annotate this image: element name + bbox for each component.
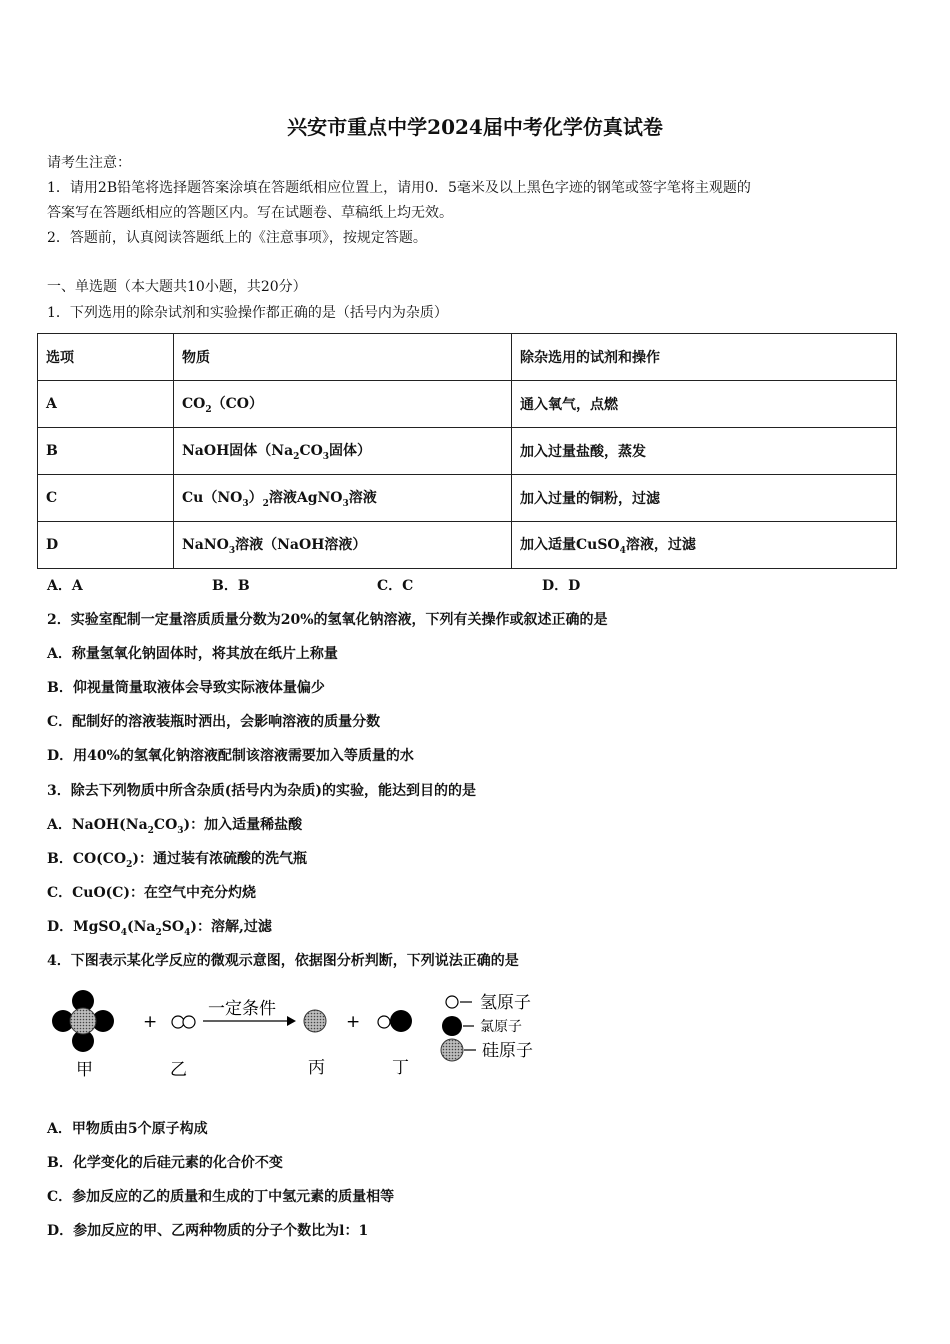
- section-heading: 一、单选题（本大题共10小题，共20分）: [47, 279, 307, 295]
- q1-stem: 1．下列选用的除杂试剂和实验操作都正确的是（括号内为杂质）: [47, 305, 448, 321]
- molecule-jia: [52, 990, 114, 1052]
- table-header-cell: 除杂选用的试剂和操作: [512, 334, 897, 381]
- chlorine-atom-icon: [442, 1016, 462, 1036]
- q2-choice-c[interactable]: C．配制好的溶液装瓶时洒出，会影响溶液的质量分数: [47, 714, 381, 730]
- q4-choice-d[interactable]: D．参加反应的甲、乙两种物质的分子个数比为l：1: [47, 1223, 369, 1239]
- table-row: [38, 428, 897, 475]
- table-row: [38, 381, 897, 428]
- table-cell-option: A: [38, 381, 174, 428]
- table-cell-option: B: [38, 428, 174, 475]
- notice-heading: 请考生注意：: [47, 155, 131, 171]
- q1-choice-c[interactable]: C．C: [377, 578, 414, 594]
- q2-stem: 2．实验室配制一定量溶质质量分数为20%的氢氧化钠溶液，下列有关操作或叙述正确的是: [47, 612, 608, 628]
- legend-hydrogen: 氢原子: [480, 993, 531, 1013]
- q3-choice-b[interactable]: B．$CO(CO_2)$：通过装有浓硫酸的洗气瓶: [47, 851, 308, 870]
- q4-choice-a[interactable]: A．甲物质由5个原子构成: [47, 1121, 208, 1137]
- q1-table: [37, 333, 897, 569]
- table-header-row: [38, 334, 897, 381]
- plus-sign: +: [346, 1012, 361, 1032]
- hydrogen-atom-icon: [446, 996, 458, 1008]
- table-cell-operation: 加入过量的铜粉，过滤: [512, 475, 897, 522]
- plus-sign: +: [143, 1012, 158, 1032]
- q2-choice-d[interactable]: D．用40%的氢氧化钠溶液配制该溶液需要加入等质量的水: [47, 748, 414, 764]
- q1-choice-d[interactable]: D．D: [542, 578, 581, 594]
- molecule-yi: [172, 1016, 195, 1028]
- diagram-legend: [441, 993, 533, 1061]
- label-ding: 丁: [392, 1058, 409, 1078]
- reaction-condition: 一定条件: [208, 999, 276, 1019]
- q4-choice-c[interactable]: C．参加反应的乙的质量和生成的丁中氢元素的质量相等: [47, 1189, 395, 1205]
- q3-choice-d[interactable]: D．$MgSO_4(Na_2SO_4)$：溶解,过滤: [47, 919, 272, 938]
- q4-choice-b[interactable]: B．化学变化的后硅元素的化合价不变: [47, 1155, 283, 1171]
- notice-line-1a: 1．请用2B铅笔将选择题答案涂填在答题纸相应位置上，请用0．5毫米及以上黑色字迹的钢笔或签字笔将主观题的: [47, 180, 751, 196]
- table-cell-substance: $CO_2(CO)$: [174, 381, 512, 428]
- q1-choice-b[interactable]: B．B: [212, 578, 250, 594]
- table-cell-option: D: [38, 522, 174, 569]
- reaction-diagram: [40, 985, 560, 1085]
- molecule-bing: [304, 1010, 326, 1032]
- table-cell-operation: 通入氧气，点燃: [512, 381, 897, 428]
- page-title: 兴安市重点中学2024届中考化学仿真试卷: [287, 115, 663, 139]
- table-cell-operation: 加入过量盐酸，蒸发: [512, 428, 897, 475]
- q4-stem: 4．下图表示某化学反应的微观示意图，依据图分析判断，下列说法正确的是: [47, 953, 519, 969]
- table-cell-substance: $Cu(NO_3)_2$溶液AgNO$_3$溶液: [174, 475, 512, 522]
- q3-stem: 3．除去下列物质中所含杂质(括号内为杂质)的实验，能达到目的的是: [47, 783, 476, 799]
- table-row: [38, 475, 897, 522]
- table-cell-option: C: [38, 475, 174, 522]
- notice-line-2: 2．答题前，认真阅读答题纸上的《注意事项》，按规定答题。: [47, 230, 427, 246]
- table-header-cell: 选项: [38, 334, 174, 381]
- table-header-cell: 物质: [174, 334, 512, 381]
- q2-choice-b[interactable]: B．仰视量筒量取液体会导致实际液体量偏少: [47, 680, 325, 696]
- label-jia: 甲: [76, 1060, 93, 1080]
- notice-line-1b: 答案写在答题纸相应的答题区内。写在试题卷、草稿纸上均无效。: [47, 205, 453, 221]
- q3-choice-c[interactable]: C．CuO(C)：在空气中充分灼烧: [47, 885, 257, 901]
- q2-choice-a[interactable]: A．称量氢氧化钠固体时，将其放在纸片上称量: [47, 646, 338, 662]
- table-cell-operation: 加入适量CuSO$_4$溶液，过滤: [512, 522, 897, 569]
- table-cell-substance: NaNO$_3$溶液（NaOH溶液）: [174, 522, 512, 569]
- legend-silicon: 硅原子: [482, 1041, 533, 1061]
- q3-choice-a[interactable]: A．$NaOH(Na_2CO_3)$：加入适量稀盐酸: [47, 817, 303, 836]
- molecule-ding: [378, 1010, 412, 1032]
- q1-choice-a[interactable]: A．A: [47, 578, 83, 594]
- label-bing: 丙: [308, 1058, 325, 1078]
- legend-chlorine: 氯原子: [480, 1019, 522, 1035]
- arrow-head-icon: [287, 1016, 296, 1026]
- silicon-atom-icon: [441, 1039, 463, 1061]
- label-yi: 乙: [170, 1060, 187, 1080]
- table-cell-substance: NaOH固体（$Na_2CO_3$固体）: [174, 428, 512, 475]
- table-row: [38, 522, 897, 569]
